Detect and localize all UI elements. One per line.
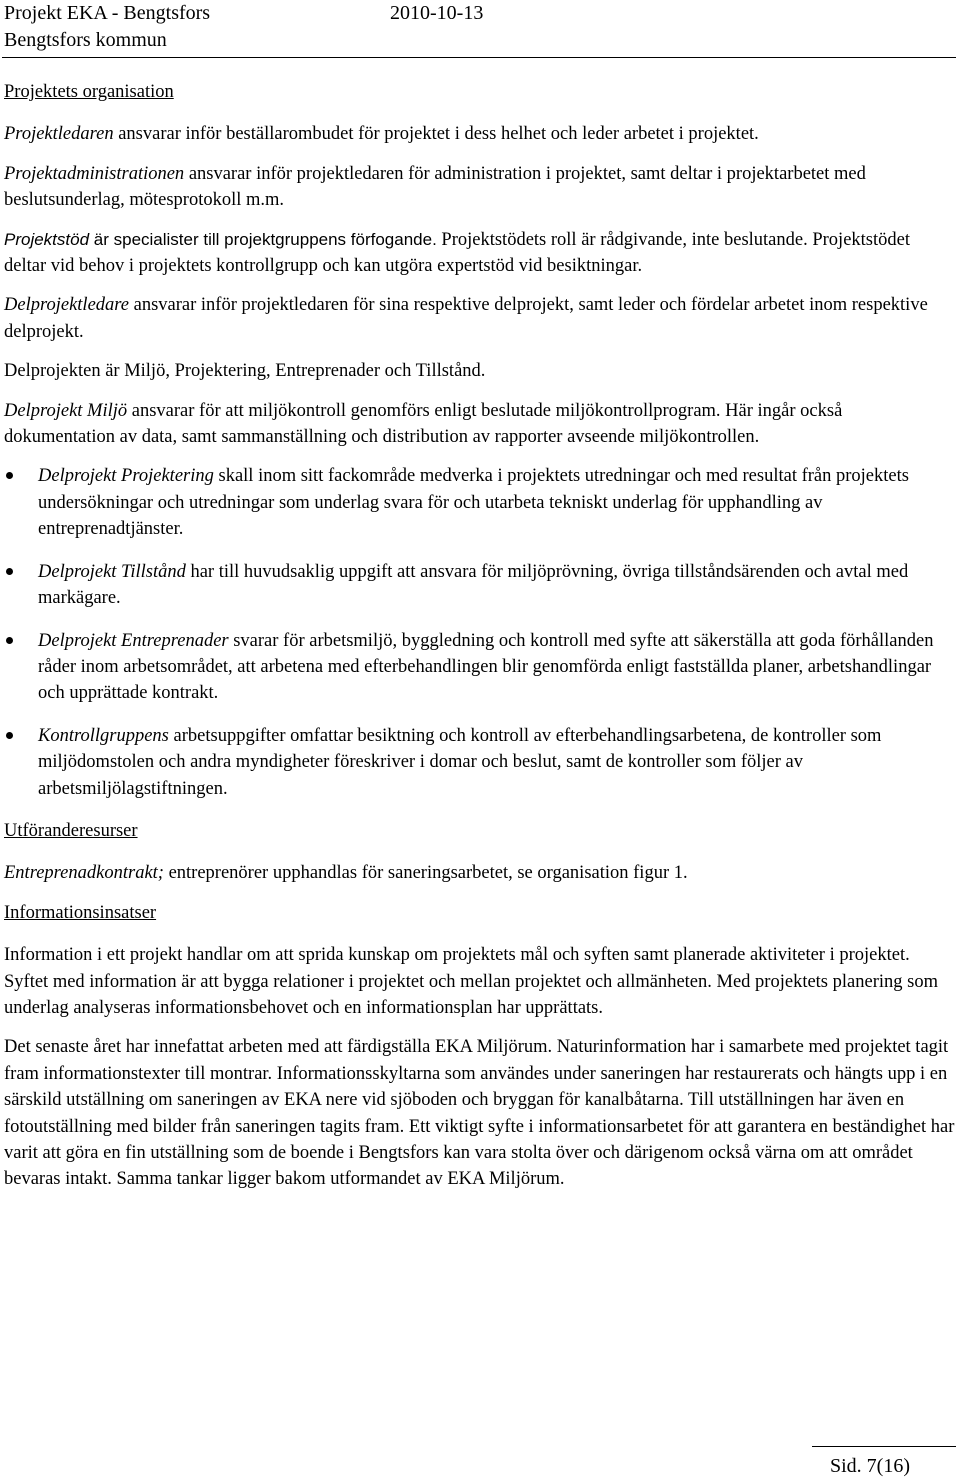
page-header bbox=[4, 0, 956, 54]
term-delprojektledare: Delprojektledare bbox=[4, 295, 130, 316]
footer-divider bbox=[812, 1446, 956, 1447]
term-projektadministrationen: Projektadministrationen bbox=[4, 163, 185, 184]
term-projektstod: Projektstöd bbox=[4, 229, 90, 249]
term-projektledaren: Projektledaren bbox=[4, 124, 114, 145]
section-heading-organisation: Projektets organisation bbox=[4, 82, 174, 102]
paragraph-projektledaren: Projektledaren ansvarar inför beställarombudet för projektet i dess helhet och leder arbetet i projektet. bbox=[4, 124, 759, 145]
section-heading-utforanderesurser: Utföranderesurser bbox=[4, 820, 138, 841]
delprojekt-list bbox=[4, 463, 956, 801]
header-project-title: Projekt EKA - Bengtsfors bbox=[4, 2, 211, 24]
header-municipality: Bengtsfors kommun bbox=[4, 29, 167, 51]
term-entreprenadkontrakt: Entreprenadkontrakt; bbox=[4, 863, 164, 884]
list-item: Delprojekt Entreprenader svarar för arbetsmiljö, byggledning och kontroll med syfte att säkerställa att goda förhållanden råder inom arbetsområdet, att arbetena med efterbehandlingen blir genomförda enligt fastställda planer, arbetshandlingar och upprättade kontrakt. bbox=[4, 628, 956, 707]
header-divider bbox=[2, 57, 956, 58]
bullet-icon bbox=[6, 472, 13, 479]
paragraph-projektstod: Projektstöd är specialister till projektgruppens förfogande. Projektstödets roll är rådgivande, inte beslutande. Projektstödet deltar vid behov i projektets kontrollgrupp och kan utgöra expertstöd vid besiktningar. bbox=[4, 229, 910, 277]
paragraph-delprojekt-miljo: Delprojekt Miljö ansvarar för att miljökontroll genomförs enligt beslutade miljökontrollprogram. Här ingår också dokumentation av data, samt sammanställning och distribution av rapporter avseende miljökontrollen. bbox=[4, 400, 843, 448]
paragraph-delprojekten: Delprojekten är Miljö, Projektering, Entreprenader och Tillstånd. bbox=[4, 361, 486, 382]
paragraph-entreprenadkontrakt: Entreprenadkontrakt; entreprenörer upphandlas för saneringsarbetet, se organisation figur 1. bbox=[4, 863, 688, 884]
list-item: Delprojekt Projektering skall inom sitt fackområde medverka i projektets utredningar och med resultat från projektets undersökningar och utredningar som underlag svara för och utarbeta tekniskt underlag för upphandling av entreprenadtjänster. bbox=[4, 463, 956, 542]
section-heading-informationsinsatser: Informationsinsatser bbox=[4, 902, 157, 923]
bullet-icon bbox=[6, 732, 13, 739]
paragraph-information-2: Det senaste året har innefattat arbeten med att färdigställa EKA Miljörum. Naturinformation har i samarbete med projektet tagit fram informationstexter till montrar. Informationsskyltarna som användes under saneringen har restaurerats och hängts upp i en särskild utställning om saneringen av EKA nere vid sjöboden och bryggan för kanalbåtarna. Till utställningen har även en fotoutställning med bilder från saneringen tagits fram. Ett viktigt syfte i informationsarbetet för att garantera en beständighet har varit att göra en fin utställning som de boende i Bengtsfors kan vara stolta över och därigenom också värna om att området bevaras intakt. Samma tankar ligger bakom utformandet av EKA Miljörum. bbox=[4, 1037, 955, 1190]
document-body bbox=[4, 79, 956, 1206]
list-item: Delprojekt Tillstånd har till huvudsaklig uppgift att ansvara för miljöprövning, övriga tillståndsärenden och avtal med markägare. bbox=[4, 559, 956, 612]
term-delprojekt-miljo: Delprojekt Miljö bbox=[4, 400, 128, 421]
paragraph-projektadministrationen: Projektadministrationen ansvarar inför projektledaren för administration i projektet, samt deltar i projektarbetet med beslutsunderlag, mötesprotokoll m.m. bbox=[4, 163, 866, 211]
paragraph-delprojektledare: Delprojektledare ansvarar inför projektledaren för sina respektive delprojekt, samt leder och fördelar arbetet inom respektive delprojekt. bbox=[4, 295, 928, 342]
bullet-icon bbox=[6, 637, 13, 644]
bullet-icon bbox=[6, 568, 13, 575]
list-item: Kontrollgruppens arbetsuppgifter omfattar besiktning och kontroll av efterbehandlingsarbetena, de kontroller som miljödomstolen och andra myndigheter föreskriver i domar och beslut, samt de kontroller som följer av arbetsmiljölagstiftningen. bbox=[4, 723, 956, 802]
page-number: Sid. 7(16) bbox=[830, 1455, 910, 1477]
header-date: 2010-10-13 bbox=[390, 2, 484, 24]
paragraph-information-1: Information i ett projekt handlar om att sprida kunskap om projektets mål och syften samt planerade aktiviteter i projektet. Syftet med information är att bygga relationer i projektet och mellan projektet och allmänheten. Med projektets planering som underlag analyseras informationsbehovet och en informationsplan har upprättats. bbox=[4, 945, 938, 1018]
